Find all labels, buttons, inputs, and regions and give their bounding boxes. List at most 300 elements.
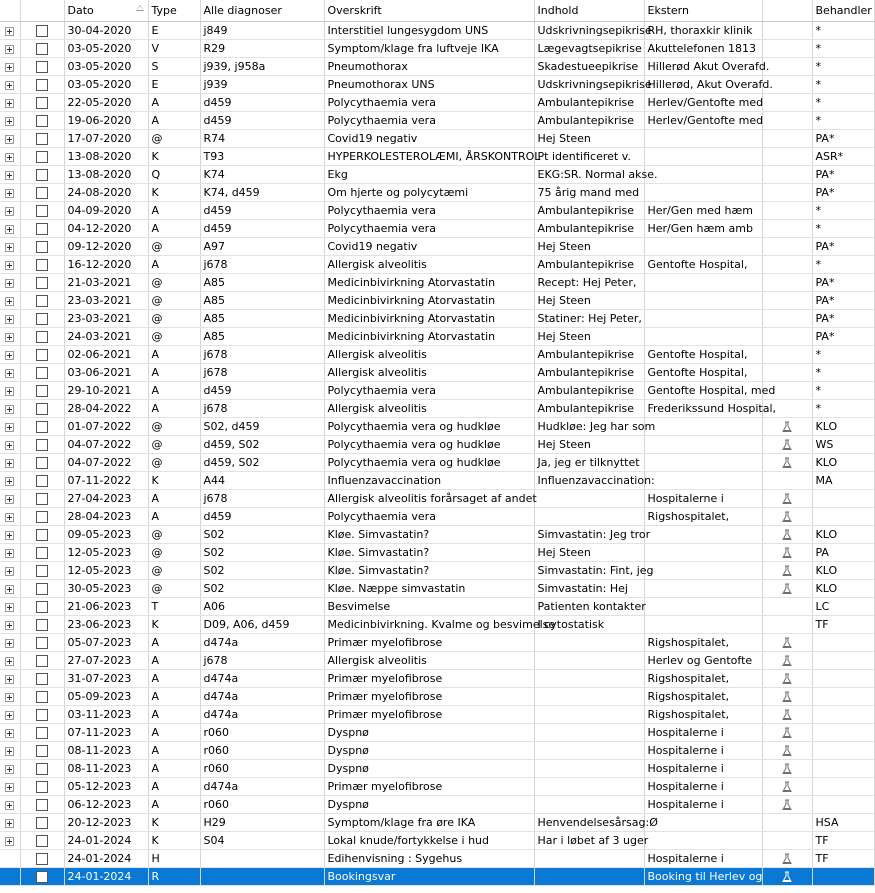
check-cell[interactable] [20, 634, 64, 652]
cell-type: A [148, 724, 200, 742]
expand-cell[interactable] [0, 490, 20, 508]
expand-cell[interactable] [0, 706, 20, 724]
row-checkbox[interactable] [36, 727, 48, 739]
expand-plus-icon[interactable] [5, 297, 14, 306]
table-row[interactable] [0, 76, 874, 94]
row-checkbox[interactable] [36, 61, 48, 73]
table-row[interactable] [0, 508, 874, 526]
cell-type: K [148, 832, 200, 850]
cell-overskrift: Polycythaemia vera [324, 112, 534, 130]
table-row[interactable] [0, 706, 874, 724]
expand-cell[interactable] [0, 418, 20, 436]
cell-overskrift: Polycythaemia vera [324, 382, 534, 400]
table-row[interactable] [0, 400, 874, 418]
expand-plus-icon[interactable] [5, 441, 14, 450]
check-cell[interactable] [20, 346, 64, 364]
row-checkbox[interactable] [36, 349, 48, 361]
cell-dato: 13-08-2020 [64, 148, 148, 166]
check-cell[interactable] [20, 166, 64, 184]
table-row[interactable] [0, 40, 874, 58]
flask-icon [781, 421, 793, 433]
expand-plus-icon[interactable] [5, 783, 14, 792]
table-row[interactable] [0, 148, 874, 166]
cell-dato: 05-12-2023 [64, 778, 148, 796]
check-cell[interactable] [20, 598, 64, 616]
table-row[interactable] [0, 418, 874, 436]
expand-plus-icon[interactable] [5, 477, 14, 486]
row-checkbox[interactable] [36, 439, 48, 451]
row-checkbox[interactable] [36, 511, 48, 523]
check-cell[interactable] [20, 418, 64, 436]
table-row[interactable] [0, 328, 874, 346]
table-row[interactable] [0, 454, 874, 472]
table-row[interactable] [0, 526, 874, 544]
expand-plus-icon[interactable] [5, 801, 14, 810]
cell-behandler [812, 652, 874, 670]
check-cell[interactable] [20, 22, 64, 40]
expand-cell[interactable] [0, 310, 20, 328]
row-checkbox[interactable] [36, 835, 48, 847]
row-checkbox[interactable] [36, 97, 48, 109]
table-row[interactable] [0, 292, 874, 310]
expand-plus-icon[interactable] [5, 693, 14, 702]
expand-cell[interactable] [0, 634, 20, 652]
cell-indhold: Hej Steen [534, 238, 644, 256]
row-checkbox[interactable] [36, 313, 48, 325]
check-cell[interactable] [20, 868, 64, 886]
expand-plus-icon[interactable] [5, 153, 14, 162]
cell-indhold: Hej Steen [534, 130, 644, 148]
cell-ekstern: Gentofte Hospital, med [644, 382, 762, 400]
row-checkbox[interactable] [36, 493, 48, 505]
expand-cell[interactable] [0, 364, 20, 382]
expand-plus-icon[interactable] [5, 243, 14, 252]
expand-cell[interactable] [0, 778, 20, 796]
column-header-dato[interactable] [64, 0, 148, 22]
cell-ekstern: Herlev og Gentofte [644, 652, 762, 670]
check-cell[interactable] [20, 382, 64, 400]
row-checkbox[interactable] [36, 781, 48, 793]
cell-ekstern: Rigshospitalet, [644, 508, 762, 526]
check-cell[interactable] [20, 652, 64, 670]
check-cell[interactable] [20, 238, 64, 256]
expand-cell[interactable] [0, 688, 20, 706]
expand-plus-icon[interactable] [5, 603, 14, 612]
expand-plus-icon[interactable] [5, 117, 14, 126]
row-checkbox[interactable] [36, 115, 48, 127]
cell-indhold [534, 688, 644, 706]
expand-cell[interactable] [0, 328, 20, 346]
check-cell[interactable] [20, 184, 64, 202]
cell-overskrift: HYPERKOLESTEROLÆMI, ÅRSKONTROL [324, 148, 534, 166]
expand-cell[interactable] [0, 256, 20, 274]
table-row[interactable] [0, 778, 874, 796]
expand-cell[interactable] [0, 382, 20, 400]
table-row[interactable] [0, 490, 874, 508]
row-checkbox[interactable] [36, 799, 48, 811]
expand-cell[interactable] [0, 580, 20, 598]
expand-plus-icon[interactable] [5, 315, 14, 324]
cell-dato: 12-05-2023 [64, 544, 148, 562]
check-cell[interactable] [20, 778, 64, 796]
cell-dato: 24-01-2024 [64, 832, 148, 850]
expand-plus-icon[interactable] [5, 837, 14, 846]
table-row[interactable] [0, 760, 874, 778]
expand-cell[interactable] [0, 166, 20, 184]
cell-behandler: * [812, 22, 874, 40]
expand-cell[interactable] [0, 112, 20, 130]
cell-type: @ [148, 544, 200, 562]
check-cell[interactable] [20, 742, 64, 760]
check-cell[interactable] [20, 400, 64, 418]
check-cell[interactable] [20, 40, 64, 58]
check-cell[interactable] [20, 526, 64, 544]
row-checkbox[interactable] [36, 277, 48, 289]
expand-plus-icon[interactable] [5, 369, 14, 378]
check-cell[interactable] [20, 544, 64, 562]
expand-cell[interactable] [0, 58, 20, 76]
cell-dato: 24-03-2021 [64, 328, 148, 346]
expand-plus-icon[interactable] [5, 207, 14, 216]
table-row[interactable] [0, 310, 874, 328]
cell-icon [762, 796, 812, 814]
table-row[interactable] [0, 544, 874, 562]
row-checkbox[interactable] [36, 655, 48, 667]
expand-plus-icon[interactable] [5, 513, 14, 522]
expand-plus-icon[interactable] [5, 585, 14, 594]
row-checkbox[interactable] [36, 871, 48, 883]
table-row[interactable] [0, 688, 874, 706]
row-checkbox[interactable] [36, 169, 48, 181]
table-row[interactable] [0, 616, 874, 634]
check-cell[interactable] [20, 112, 64, 130]
expand-cell[interactable] [0, 22, 20, 40]
expand-cell[interactable] [0, 274, 20, 292]
row-checkbox[interactable] [36, 223, 48, 235]
expand-cell[interactable] [0, 130, 20, 148]
table-row[interactable] [0, 220, 874, 238]
check-cell[interactable] [20, 454, 64, 472]
row-checkbox[interactable] [36, 475, 48, 487]
expand-plus-icon[interactable] [5, 63, 14, 72]
cell-overskrift: Symptom/klage fra øre IKA [324, 814, 534, 832]
check-cell[interactable] [20, 256, 64, 274]
table-row[interactable] [0, 814, 874, 832]
row-checkbox[interactable] [36, 43, 48, 55]
expand-cell[interactable] [0, 652, 20, 670]
cell-diagnoser: d459, S02 [200, 436, 324, 454]
expand-cell[interactable] [0, 868, 20, 886]
expand-cell[interactable] [0, 526, 20, 544]
cell-indhold [534, 724, 644, 742]
row-checkbox[interactable] [36, 457, 48, 469]
check-cell[interactable] [20, 310, 64, 328]
column-header-type[interactable]: Type [148, 0, 200, 22]
expand-plus-icon[interactable] [5, 459, 14, 468]
row-checkbox[interactable] [36, 259, 48, 271]
cell-dato: 01-07-2022 [64, 418, 148, 436]
row-checkbox[interactable] [36, 133, 48, 145]
expand-cell[interactable] [0, 220, 20, 238]
expand-plus-icon[interactable] [5, 765, 14, 774]
row-checkbox[interactable] [36, 241, 48, 253]
expand-plus-icon[interactable] [5, 387, 14, 396]
cell-type: K [148, 148, 200, 166]
expand-cell[interactable] [0, 400, 20, 418]
expand-cell[interactable] [0, 544, 20, 562]
expand-cell[interactable] [0, 202, 20, 220]
expand-plus-icon[interactable] [5, 171, 14, 180]
column-header-icon[interactable] [762, 0, 812, 22]
expand-plus-icon[interactable] [5, 639, 14, 648]
expand-plus-icon[interactable] [5, 261, 14, 270]
expand-cell[interactable] [0, 454, 20, 472]
table-row[interactable] [0, 832, 874, 850]
check-cell[interactable] [20, 436, 64, 454]
cell-behandler: * [812, 220, 874, 238]
column-header-overskrift[interactable]: Overskrift [324, 0, 534, 22]
expand-plus-icon[interactable] [5, 405, 14, 414]
cell-indhold [534, 796, 644, 814]
expand-cell[interactable] [0, 832, 20, 850]
row-checkbox[interactable] [36, 187, 48, 199]
expand-cell[interactable] [0, 760, 20, 778]
check-cell[interactable] [20, 508, 64, 526]
expand-plus-icon[interactable] [5, 819, 14, 828]
cell-ekstern [644, 436, 762, 454]
cell-indhold [534, 868, 644, 886]
cell-icon [762, 814, 812, 832]
expand-plus-icon[interactable] [5, 567, 14, 576]
table-row[interactable] [0, 868, 874, 886]
table-row[interactable] [0, 22, 874, 40]
table-row[interactable] [0, 166, 874, 184]
cell-behandler: * [812, 202, 874, 220]
check-cell[interactable] [20, 814, 64, 832]
row-checkbox[interactable] [36, 763, 48, 775]
table-row[interactable] [0, 742, 874, 760]
row-checkbox[interactable] [36, 79, 48, 91]
expand-cell[interactable] [0, 796, 20, 814]
row-checkbox[interactable] [36, 853, 48, 865]
cell-dato: 03-06-2021 [64, 364, 148, 382]
expand-plus-icon[interactable] [5, 135, 14, 144]
table-row[interactable] [0, 796, 874, 814]
table-row[interactable] [0, 256, 874, 274]
cell-indhold [534, 778, 644, 796]
row-checkbox[interactable] [36, 745, 48, 757]
table-row[interactable] [0, 130, 874, 148]
cell-indhold: Pt identificeret v. [534, 148, 644, 166]
flask-icon [781, 565, 793, 577]
table-row[interactable] [0, 472, 874, 490]
cell-icon [762, 544, 812, 562]
row-checkbox[interactable] [36, 673, 48, 685]
expand-plus-icon[interactable] [5, 333, 14, 342]
check-cell[interactable] [20, 130, 64, 148]
table-row[interactable] [0, 724, 874, 742]
check-cell[interactable] [20, 760, 64, 778]
expand-cell[interactable] [0, 472, 20, 490]
check-cell[interactable] [20, 580, 64, 598]
check-cell[interactable] [20, 472, 64, 490]
expand-plus-icon[interactable] [5, 99, 14, 108]
row-checkbox[interactable] [36, 421, 48, 433]
table-row[interactable] [0, 634, 874, 652]
column-header-indhold[interactable]: Indhold [534, 0, 644, 22]
check-cell[interactable] [20, 58, 64, 76]
table-row[interactable] [0, 94, 874, 112]
column-header-check[interactable] [20, 0, 64, 22]
cell-icon [762, 364, 812, 382]
expand-plus-icon[interactable] [5, 531, 14, 540]
table-row[interactable] [0, 364, 874, 382]
table-row[interactable] [0, 652, 874, 670]
check-cell[interactable] [20, 832, 64, 850]
check-cell[interactable] [20, 688, 64, 706]
expand-plus-icon[interactable] [5, 27, 14, 36]
cell-indhold: Ambulantepikrise [534, 202, 644, 220]
expand-cell[interactable] [0, 598, 20, 616]
check-cell[interactable] [20, 148, 64, 166]
check-cell[interactable] [20, 328, 64, 346]
expand-cell[interactable] [0, 184, 20, 202]
row-checkbox[interactable] [36, 331, 48, 343]
expand-plus-icon[interactable] [5, 711, 14, 720]
row-checkbox[interactable] [36, 565, 48, 577]
cell-indhold: Influenzavaccination: [534, 472, 644, 490]
expand-plus-icon[interactable] [5, 45, 14, 54]
check-cell[interactable] [20, 220, 64, 238]
column-header-behandler[interactable]: Behandler [812, 0, 874, 22]
expand-cell[interactable] [0, 508, 20, 526]
table-row[interactable] [0, 238, 874, 256]
expand-cell[interactable] [0, 562, 20, 580]
expand-cell[interactable] [0, 238, 20, 256]
row-checkbox[interactable] [36, 817, 48, 829]
row-checkbox[interactable] [36, 709, 48, 721]
check-cell[interactable] [20, 76, 64, 94]
expand-plus-icon[interactable] [5, 81, 14, 90]
expand-plus-icon[interactable] [5, 351, 14, 360]
cell-icon [762, 292, 812, 310]
table-row[interactable] [0, 346, 874, 364]
column-header-expand[interactable] [0, 0, 20, 22]
cell-type: A [148, 706, 200, 724]
expand-cell[interactable] [0, 94, 20, 112]
row-checkbox[interactable] [36, 205, 48, 217]
check-cell[interactable] [20, 94, 64, 112]
row-checkbox[interactable] [36, 529, 48, 541]
expand-plus-icon[interactable] [5, 621, 14, 630]
table-row[interactable] [0, 202, 874, 220]
expand-cell[interactable] [0, 436, 20, 454]
cell-behandler: * [812, 112, 874, 130]
expand-cell[interactable] [0, 724, 20, 742]
column-header-diagnoser[interactable]: Alle diagnoser [200, 0, 324, 22]
expand-plus-icon[interactable] [5, 279, 14, 288]
row-checkbox[interactable] [36, 547, 48, 559]
cell-behandler [812, 742, 874, 760]
table-row[interactable] [0, 382, 874, 400]
expand-plus-icon[interactable] [5, 657, 14, 666]
expand-cell[interactable] [0, 292, 20, 310]
check-cell[interactable] [20, 364, 64, 382]
check-cell[interactable] [20, 706, 64, 724]
row-checkbox[interactable] [36, 601, 48, 613]
row-checkbox[interactable] [36, 151, 48, 163]
check-cell[interactable] [20, 292, 64, 310]
expand-cell[interactable] [0, 850, 20, 868]
row-checkbox[interactable] [36, 619, 48, 631]
cell-diagnoser: j678 [200, 490, 324, 508]
expand-plus-icon[interactable] [5, 747, 14, 756]
expand-plus-icon[interactable] [5, 675, 14, 684]
check-cell[interactable] [20, 490, 64, 508]
row-checkbox[interactable] [36, 295, 48, 307]
table-row[interactable] [0, 580, 874, 598]
table-row[interactable] [0, 58, 874, 76]
check-cell[interactable] [20, 616, 64, 634]
expand-cell[interactable] [0, 616, 20, 634]
expand-plus-icon[interactable] [5, 495, 14, 504]
row-checkbox[interactable] [36, 403, 48, 415]
cell-ekstern [644, 580, 762, 598]
table-row[interactable] [0, 850, 874, 868]
check-cell[interactable] [20, 562, 64, 580]
table-row[interactable] [0, 436, 874, 454]
expand-plus-icon[interactable] [5, 549, 14, 558]
expand-cell[interactable] [0, 76, 20, 94]
row-checkbox[interactable] [36, 367, 48, 379]
cell-dato: 30-04-2020 [64, 22, 148, 40]
cell-icon [762, 310, 812, 328]
check-cell[interactable] [20, 670, 64, 688]
check-cell[interactable] [20, 202, 64, 220]
expand-cell[interactable] [0, 148, 20, 166]
expand-cell[interactable] [0, 40, 20, 58]
table-row[interactable] [0, 670, 874, 688]
cell-indhold: Hej Steen [534, 328, 644, 346]
table-row[interactable] [0, 598, 874, 616]
expand-cell[interactable] [0, 346, 20, 364]
row-checkbox[interactable] [36, 583, 48, 595]
expand-plus-icon[interactable] [5, 423, 14, 432]
row-checkbox[interactable] [36, 385, 48, 397]
row-checkbox[interactable] [36, 637, 48, 649]
table-row[interactable] [0, 112, 874, 130]
cell-ekstern: Rigshospitalet, [644, 670, 762, 688]
expand-cell[interactable] [0, 742, 20, 760]
expand-cell[interactable] [0, 670, 20, 688]
table-row[interactable] [0, 184, 874, 202]
column-header-ekstern[interactable]: Ekstern [644, 0, 762, 22]
expand-plus-icon[interactable] [5, 225, 14, 234]
row-checkbox[interactable] [36, 25, 48, 37]
check-cell[interactable] [20, 724, 64, 742]
cell-icon [762, 580, 812, 598]
expand-plus-icon[interactable] [5, 189, 14, 198]
check-cell[interactable] [20, 274, 64, 292]
table-row[interactable] [0, 562, 874, 580]
expand-plus-icon[interactable] [5, 729, 14, 738]
check-cell[interactable] [20, 850, 64, 868]
expand-cell[interactable] [0, 814, 20, 832]
row-checkbox[interactable] [36, 691, 48, 703]
check-cell[interactable] [20, 796, 64, 814]
table-row[interactable] [0, 274, 874, 292]
cell-icon [762, 472, 812, 490]
